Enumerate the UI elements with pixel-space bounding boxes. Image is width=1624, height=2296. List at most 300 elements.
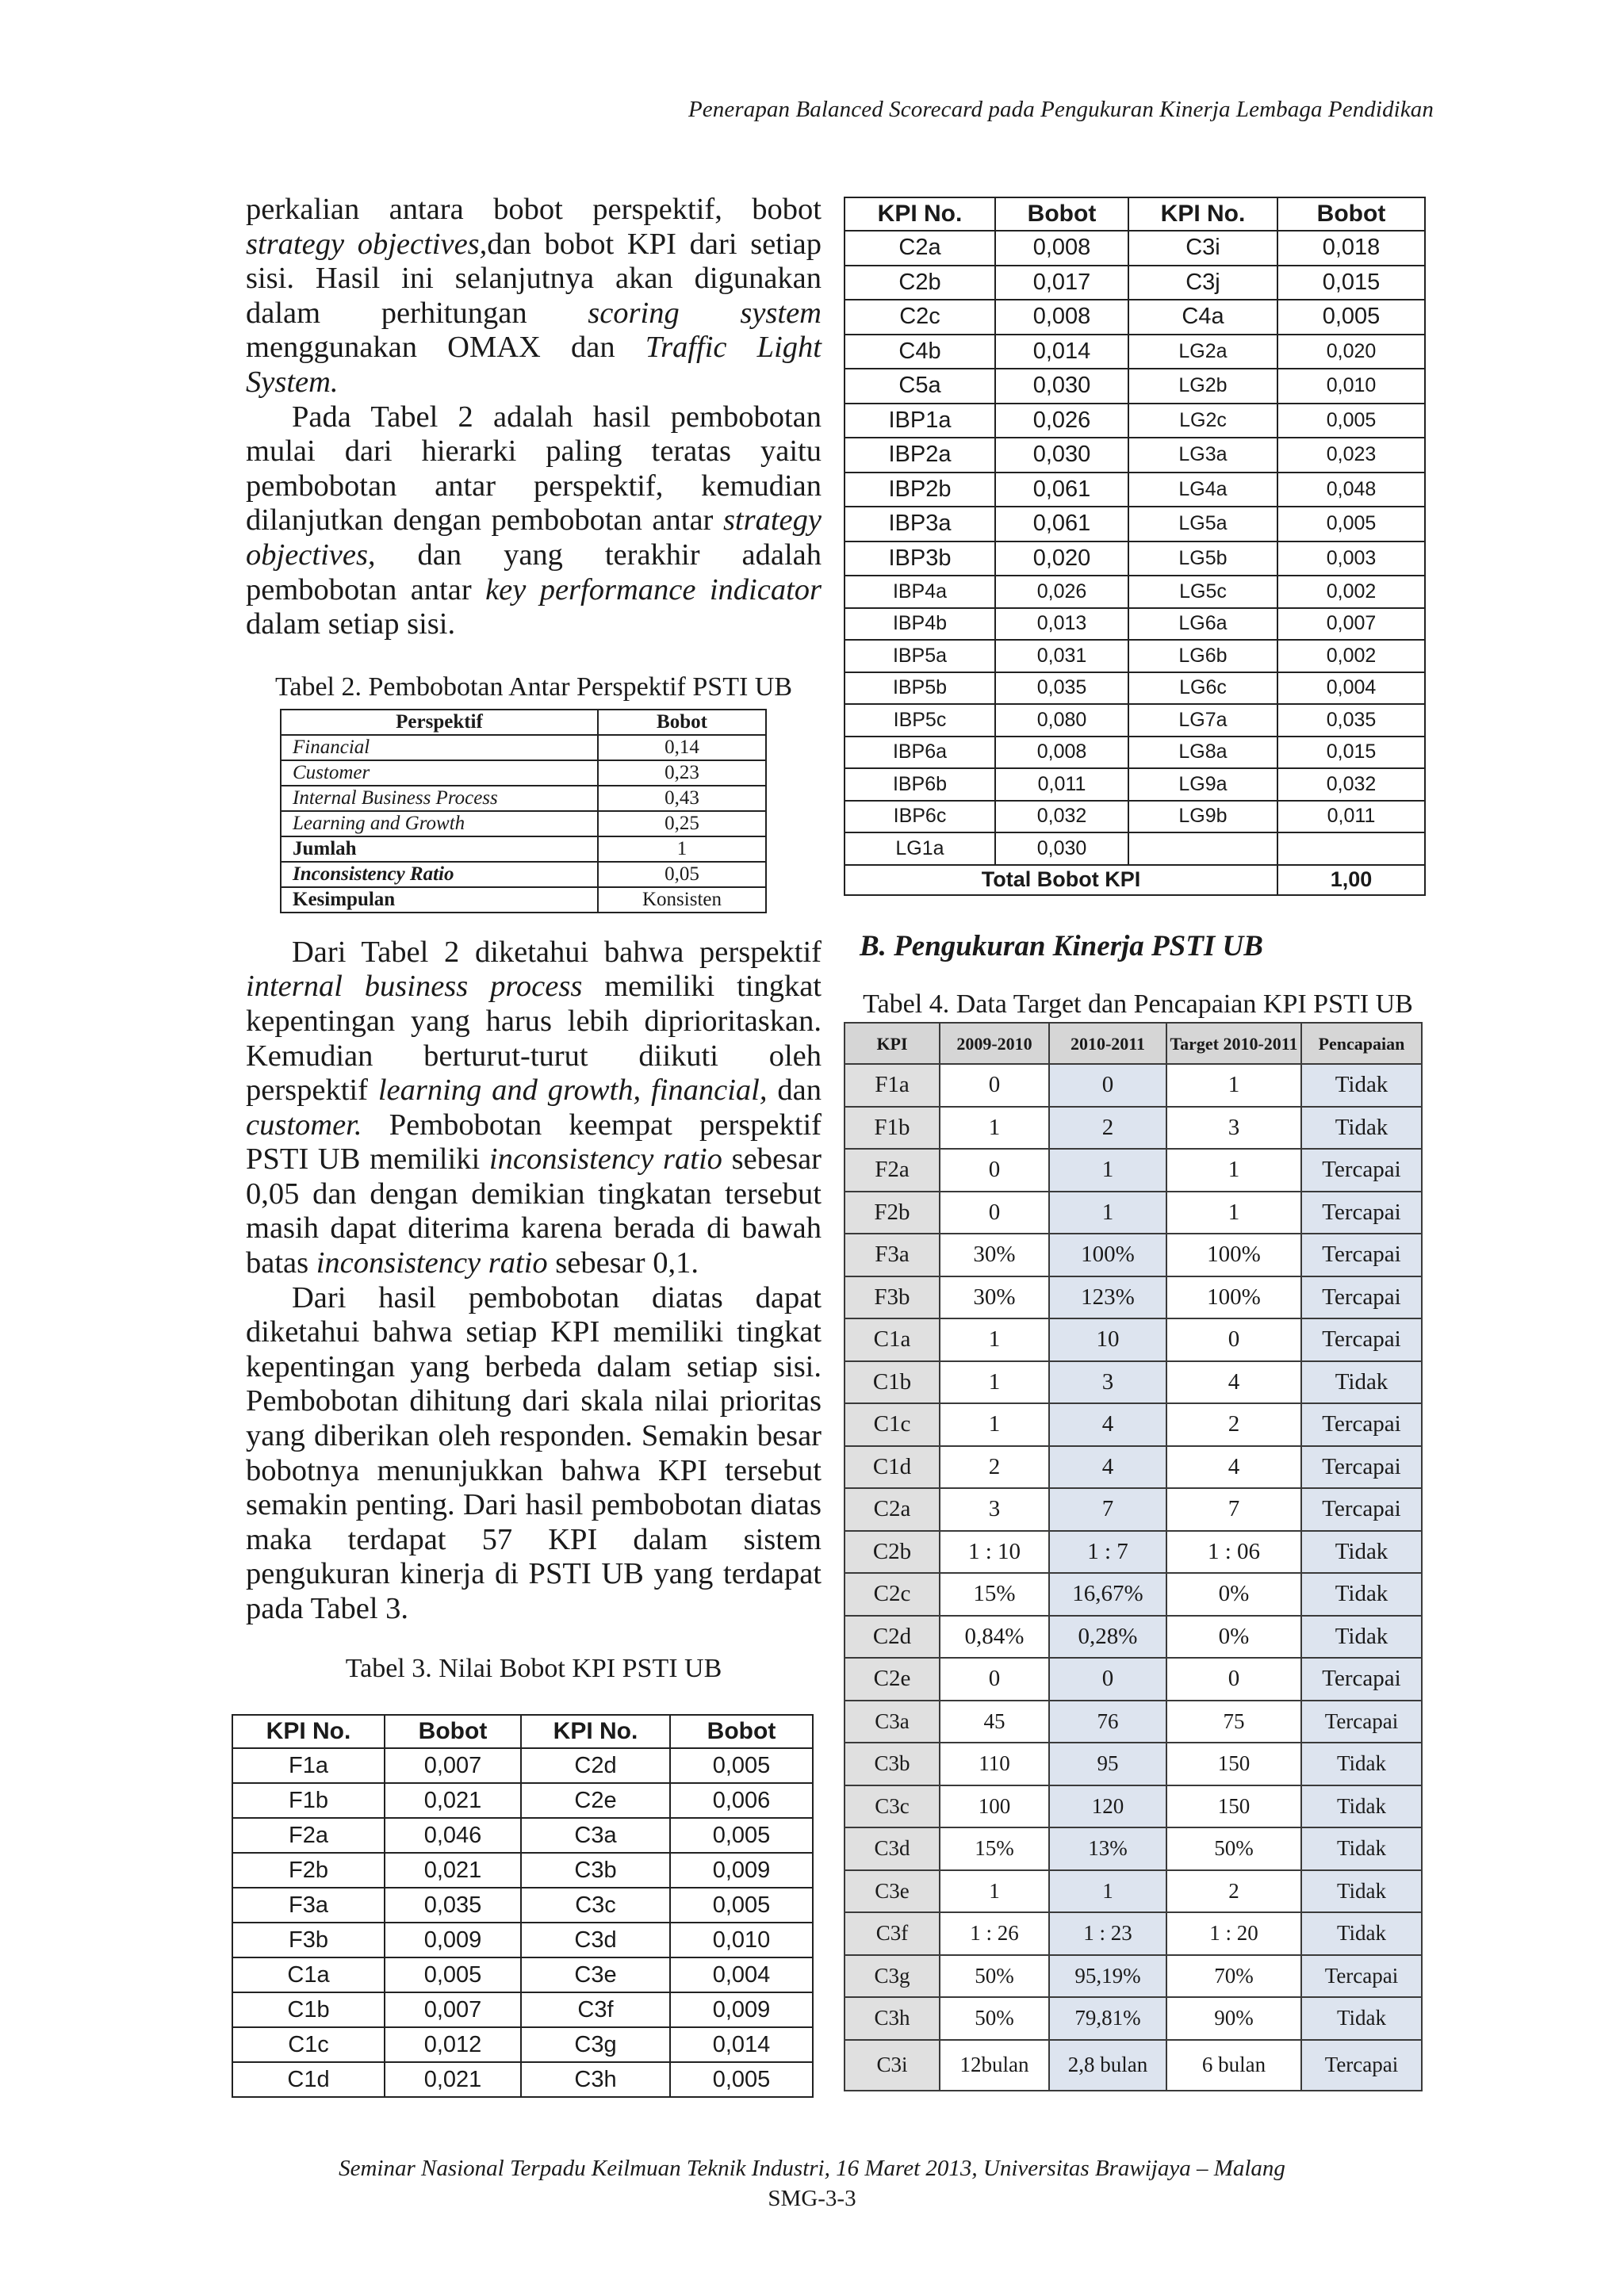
- table3-kpi-cell: IBP1a: [845, 404, 995, 438]
- table4-target-cell: 4: [1166, 1361, 1301, 1404]
- table4-kpi-cell: C2a: [845, 1488, 940, 1531]
- table4-value-2010-2011: 123%: [1049, 1276, 1166, 1319]
- table4-kpi-cell: C3g: [845, 1955, 940, 1998]
- table4-target-cell: 50%: [1166, 1827, 1301, 1870]
- table4-kpi-cell: C3d: [845, 1827, 940, 1870]
- table4-value-2009-2010: 15%: [940, 1827, 1049, 1870]
- table4-value-2010-2011: 3: [1049, 1361, 1166, 1404]
- table3-kpi-cell: LG6a: [1128, 608, 1277, 641]
- table4-kpi-cell: C2e: [845, 1658, 940, 1701]
- table4-kpi-cell: C1c: [845, 1403, 940, 1446]
- text-run: sebesar 0,05 dan dengan demikian tingkatan tersebut masih dapat diterima karena berada di bawah batas: [246, 1142, 822, 1280]
- text-run-italic: strategy objectives,: [246, 503, 822, 572]
- table4-value-2009-2010: 1: [940, 1361, 1049, 1404]
- table4-target-cell: 70%: [1166, 1955, 1301, 1998]
- table4-kpi-cell: F3a: [845, 1234, 940, 1276]
- table3-kpi-cell: IBP5c: [845, 704, 995, 737]
- table-row: [232, 1923, 813, 1957]
- table4-kpi-cell: C2b: [845, 1531, 940, 1574]
- table4-target-cell: 1 : 06: [1166, 1531, 1301, 1574]
- table4-kpi-cell: F1a: [845, 1064, 940, 1107]
- table4-kpi-cell: F2a: [845, 1149, 940, 1192]
- table4-pencapaian-cell: Tercapai: [1301, 1488, 1422, 1531]
- table3-bobot-cell: 0,021: [385, 1853, 521, 1888]
- table4-value-2009-2010: 30%: [940, 1276, 1049, 1319]
- table4-kpi-cell: C1a: [845, 1318, 940, 1361]
- table3-kpi-cell: LG1a: [845, 832, 995, 865]
- table3-bobot-cell: 0,020: [995, 541, 1128, 576]
- paragraph-4: Dari hasil pembobotan diatas dapat diketahui bahwa setiap KPI memiliki tingkat kepentingan yang berbeda dalam setiap sisi. Pembobotan dihitung dari skala nilai prioritas yang diberikan oleh responden. Semakin besar bobotnya menunjukkan bahwa KPI tersebut semakin penting. Dari hasil pembobotan diatas maka terdapat 57 KPI dalam sistem pengukuran kinerja di PSTI UB yang terdapat pada Tabel 3.: [246, 1280, 822, 1625]
- table3-kpi-cell: IBP4a: [845, 576, 995, 608]
- table-row: [845, 801, 1425, 833]
- table4-value-2009-2010: 45: [940, 1701, 1049, 1743]
- table4-target-cell: 1: [1166, 1064, 1301, 1107]
- text-run: Pembobotan keempat perspektif PSTI UB memiliki: [246, 1108, 822, 1177]
- table-row: [232, 1992, 813, 2027]
- table4-header: Target 2010-2011: [1166, 1023, 1301, 1064]
- table-row: [845, 704, 1425, 737]
- table-row: [232, 2027, 813, 2062]
- table4-value-2010-2011: 4: [1049, 1446, 1166, 1489]
- table3-kpi-cell: C1c: [232, 2027, 385, 2062]
- table3-kpi-cell: C5a: [845, 369, 995, 404]
- table3-kpi-cell: LG2c: [1128, 404, 1277, 438]
- table-row: [845, 404, 1425, 438]
- table3-bobot-cell: 0,004: [670, 1957, 813, 1992]
- table3-bobot-cell: 0,011: [1277, 801, 1425, 833]
- table-row: [845, 1064, 1422, 1107]
- table-row: [281, 862, 766, 887]
- table3-bobot-cell: 0,007: [385, 1992, 521, 2027]
- table3-header: Bobot: [1277, 197, 1425, 231]
- table4-target-cell: 6 bulan: [1166, 2040, 1301, 2091]
- table3-bobot-cell: 0,002: [1277, 640, 1425, 672]
- table4-value-2009-2010: 30%: [940, 1234, 1049, 1276]
- table4-pencapaian-cell: Tercapai: [1301, 1149, 1422, 1192]
- text-run: dan yang terakhir adalah pembobotan antar: [246, 538, 822, 607]
- table3-header: Bobot: [995, 197, 1128, 231]
- text-run: Pada Tabel 2 adalah hasil pembobotan mulai dari hierarki paling teratas yaitu pembobotan antar perspektif, kemudian dilanjutkan dengan pembobotan antar: [246, 400, 822, 538]
- table4-pencapaian-cell: Tidak: [1301, 1064, 1422, 1107]
- table3-bobot-cell: 0,048: [1277, 473, 1425, 507]
- table3-kpi-cell: IBP3a: [845, 507, 995, 541]
- table3-bobot-cell: 0,030: [995, 369, 1128, 404]
- table4-value-2010-2011: 79,81%: [1049, 1997, 1166, 2040]
- table2-value: Konsisten: [598, 887, 766, 913]
- table3-bobot-cell: 0,018: [1277, 231, 1425, 266]
- table3-header: Bobot: [385, 1715, 521, 1748]
- table3-kpi-cell: C4b: [845, 335, 995, 369]
- table-row: [845, 1785, 1422, 1828]
- table4-header: 2009-2010: [940, 1023, 1049, 1064]
- text-run: memiliki tingkat kepentingan yang harus lebih diprioritaskan. Kemudian berturut-turut diikuti oleh perspektif: [246, 970, 822, 1108]
- table3-kpi-cell: C2a: [845, 231, 995, 266]
- table3-kpi-cell: LG7a: [1128, 704, 1277, 737]
- text-run-italic: inconsistency ratio: [488, 1142, 722, 1177]
- table-row: [845, 231, 1425, 266]
- table-row: [845, 507, 1425, 541]
- section-heading: B. Pengukuran Kinerja PSTI UB: [860, 930, 1263, 962]
- table4-pencapaian-cell: Tidak: [1301, 1912, 1422, 1955]
- table4-value-2009-2010: 0,84%: [940, 1616, 1049, 1659]
- table3-bobot-cell: 0,009: [670, 1992, 813, 2027]
- table3-bobot-cell: 0,031: [995, 640, 1128, 672]
- table3-bobot-cell: 0,080: [995, 704, 1128, 737]
- table3-kpi-cell: LG2b: [1128, 369, 1277, 404]
- table4-target-cell: 90%: [1166, 1997, 1301, 2040]
- table-row: [845, 1276, 1422, 1319]
- table4-value-2010-2011: 0: [1049, 1658, 1166, 1701]
- table4-value-2009-2010: 1 : 10: [940, 1531, 1049, 1574]
- table3-bobot-cell: 0,061: [995, 507, 1128, 541]
- table3-kpi-cell: LG3a: [1128, 438, 1277, 473]
- table-row: [232, 1818, 813, 1853]
- table3-kpi-cell: [1128, 832, 1277, 865]
- table-row: [845, 737, 1425, 769]
- table4-target-cell: 100%: [1166, 1234, 1301, 1276]
- table4-kpi-cell: C3h: [845, 1997, 940, 2040]
- table3-kpi-cell: C2c: [845, 300, 995, 335]
- table4-kpi-cell: C1b: [845, 1361, 940, 1404]
- table-row: [845, 266, 1425, 300]
- table3-kpi-cell: IBP4b: [845, 608, 995, 641]
- table-row: [845, 1531, 1422, 1574]
- table3-bobot-cell: 0,007: [1277, 608, 1425, 641]
- table3-kpi-cell: F3b: [232, 1923, 385, 1957]
- table3-bobot-cell: 0,020: [1277, 335, 1425, 369]
- table3-bobot-cell: 0,030: [995, 438, 1128, 473]
- table-row: [845, 1912, 1422, 1955]
- table3-bobot-cell: 0,032: [995, 801, 1128, 833]
- table4-value-2009-2010: 0: [940, 1149, 1049, 1192]
- table3-bobot-cell: 0,003: [1277, 541, 1425, 576]
- table4-value-2010-2011: 100%: [1049, 1234, 1166, 1276]
- table4-value-2009-2010: 3: [940, 1488, 1049, 1531]
- page-footer: [0, 2153, 1624, 2214]
- running-title: Penerapan Balanced Scorecard pada Pengukuran Kinerja Lembaga Pendidikan: [688, 97, 1434, 122]
- table-row: [845, 1318, 1422, 1361]
- table-row: [845, 608, 1425, 641]
- table4-pencapaian-cell: Tercapai: [1301, 2040, 1422, 2091]
- table3-kpi-cell: LG2a: [1128, 335, 1277, 369]
- footer-page-number: SMG-3-3: [768, 2186, 856, 2211]
- table4-target-cell: 4: [1166, 1446, 1301, 1489]
- table3-kpi-cell: IBP6a: [845, 737, 995, 769]
- table-row: [845, 1234, 1422, 1276]
- table-row: [845, 1403, 1422, 1446]
- table4-value-2009-2010: 0: [940, 1192, 1049, 1234]
- table-3: [232, 1714, 814, 2098]
- table-row: [845, 672, 1425, 705]
- table4-value-2009-2010: 1: [940, 1318, 1049, 1361]
- table-row: [845, 1446, 1422, 1489]
- table3-bobot-cell: 0,005: [670, 1818, 813, 1853]
- table4-target-cell: 2: [1166, 1870, 1301, 1913]
- table3-bobot-cell: 0,014: [670, 2027, 813, 2062]
- footer-conference: Seminar Nasional Terpadu Keilmuan Teknik Industri, 16 Maret 2013, Universitas Brawijaya – Malang: [339, 2156, 1285, 2181]
- table4-pencapaian-cell: Tercapai: [1301, 1658, 1422, 1701]
- table-row: [232, 1853, 813, 1888]
- table4-value-2010-2011: 16,67%: [1049, 1573, 1166, 1616]
- table4-kpi-cell: C1d: [845, 1446, 940, 1489]
- table3-kpi-cell: C2b: [845, 266, 995, 300]
- table3-bobot-cell: 0,004: [1277, 672, 1425, 705]
- table2-label: Kesimpulan: [281, 887, 598, 913]
- table3-bobot-cell: 0,011: [995, 768, 1128, 801]
- table4-kpi-cell: F3b: [845, 1276, 940, 1319]
- table3-kpi-cell: C3h: [521, 2062, 670, 2097]
- table-row: [845, 1573, 1422, 1616]
- table3-kpi-cell: F3a: [232, 1888, 385, 1923]
- table2-value: 0,14: [598, 735, 766, 760]
- table2-value: 0,23: [598, 760, 766, 786]
- table4-target-cell: 0: [1166, 1318, 1301, 1361]
- table4-target-cell: 1: [1166, 1192, 1301, 1234]
- table-row: [845, 300, 1425, 335]
- table4-value-2010-2011: 7: [1049, 1488, 1166, 1531]
- table4-pencapaian-cell: Tercapai: [1301, 1403, 1422, 1446]
- table3-bobot-cell: 0,005: [385, 1957, 521, 1992]
- text-run: sebesar 0,1.: [547, 1246, 699, 1280]
- table3-bobot-cell: 0,023: [1277, 438, 1425, 473]
- table-row: [845, 640, 1425, 672]
- table4-target-cell: 1 : 20: [1166, 1912, 1301, 1955]
- table2-value: 1: [598, 836, 766, 862]
- table3-bobot-cell: 0,012: [385, 2027, 521, 2062]
- table2-label: Learning and Growth: [281, 811, 598, 836]
- table4-pencapaian-cell: Tercapai: [1301, 1276, 1422, 1319]
- table4-value-2009-2010: 50%: [940, 1955, 1049, 1998]
- text-run: perkalian antara bobot perspektif, bobot: [246, 193, 822, 226]
- table3-kpi-cell: C1d: [232, 2062, 385, 2097]
- text-run-italic: strategy objectives,: [246, 227, 488, 261]
- table3-kpi-cell: C3f: [521, 1992, 670, 2027]
- table4-target-cell: 1: [1166, 1149, 1301, 1192]
- table3-bobot-cell: 0,010: [1277, 369, 1425, 404]
- table4-kpi-cell: F2b: [845, 1192, 940, 1234]
- table4-value-2009-2010: 0: [940, 1658, 1049, 1701]
- table4-header: KPI: [845, 1023, 940, 1064]
- table3-bobot-cell: 0,010: [670, 1923, 813, 1957]
- table3-kpi-cell: C3g: [521, 2027, 670, 2062]
- table4-pencapaian-cell: Tidak: [1301, 1785, 1422, 1828]
- table-2: [280, 709, 767, 913]
- table3-bobot-cell: 0,026: [995, 576, 1128, 608]
- table3-kpi-cell: F2a: [232, 1818, 385, 1853]
- table4-value-2009-2010: 1: [940, 1403, 1049, 1446]
- table3-kpi-cell: F1b: [232, 1783, 385, 1818]
- table3-kpi-cell: F2b: [232, 1853, 385, 1888]
- table3-bobot-cell: 0,008: [995, 737, 1128, 769]
- table3-bobot-cell: 0,035: [385, 1888, 521, 1923]
- table3-bobot-cell: 0,002: [1277, 576, 1425, 608]
- table4-value-2010-2011: 4: [1049, 1403, 1166, 1446]
- table-row: [232, 1783, 813, 1818]
- table4-kpi-cell: C3c: [845, 1785, 940, 1828]
- table3-kpi-cell: LG5c: [1128, 576, 1277, 608]
- text-run: Dari Tabel 2 diketahui bahwa perspektif: [292, 935, 822, 969]
- table4-value-2010-2011: 95,19%: [1049, 1955, 1166, 1998]
- table3-kpi-cell: C2e: [521, 1783, 670, 1818]
- table-row: [281, 887, 766, 913]
- table-row: [232, 1957, 813, 1992]
- table-row: [845, 1870, 1422, 1913]
- table4-pencapaian-cell: Tidak: [1301, 1361, 1422, 1404]
- table3-kpi-cell: LG6c: [1128, 672, 1277, 705]
- table3-bobot-cell: 0,035: [995, 672, 1128, 705]
- table3-kpi-cell: C3j: [1128, 266, 1277, 300]
- table-row: [845, 1192, 1422, 1234]
- table3-bobot-cell: 0,005: [670, 2062, 813, 2097]
- table3-kpi-cell: C3e: [521, 1957, 670, 1992]
- table4-value-2009-2010: 100: [940, 1785, 1049, 1828]
- table3-bobot-cell: 0,026: [995, 404, 1128, 438]
- table-row: [232, 2062, 813, 2097]
- table4-value-2010-2011: 1: [1049, 1870, 1166, 1913]
- table3-kpi-cell: IBP6c: [845, 801, 995, 833]
- table3-kpi-cell: C3a: [521, 1818, 670, 1853]
- table2-value: 0,43: [598, 786, 766, 811]
- table3-bobot-cell: 0,005: [670, 1748, 813, 1783]
- table3-bobot-cell: 0,046: [385, 1818, 521, 1853]
- table3-caption: Tabel 3. Nilai Bobot KPI PSTI UB: [345, 1653, 722, 1683]
- table3-kpi-cell: IBP2a: [845, 438, 995, 473]
- table-row: [845, 1955, 1422, 1998]
- table-row: [845, 1701, 1422, 1743]
- table3-kpi-cell: C1a: [232, 1957, 385, 1992]
- table4-kpi-cell: F1b: [845, 1107, 940, 1150]
- table4-kpi-cell: C2c: [845, 1573, 940, 1616]
- table-row: [845, 1488, 1422, 1531]
- table4-value-2009-2010: 110: [940, 1743, 1049, 1785]
- table3-header: KPI No.: [521, 1715, 670, 1748]
- table3-bobot-cell: 0,061: [995, 473, 1128, 507]
- table-row: [845, 1827, 1422, 1870]
- text-run: menggunakan OMAX dan: [246, 331, 645, 365]
- table3-header: KPI No.: [845, 197, 995, 231]
- table3-kpi-cell: F1a: [232, 1748, 385, 1783]
- table4-pencapaian-cell: Tercapai: [1301, 1234, 1422, 1276]
- table-row: [232, 1748, 813, 1783]
- table3-bobot-cell: 0,021: [385, 2062, 521, 2097]
- table-row: [845, 1149, 1422, 1192]
- table4-value-2009-2010: 0: [940, 1064, 1049, 1107]
- table3-bobot-cell: 0,008: [995, 231, 1128, 266]
- table2-value: 0,05: [598, 862, 766, 887]
- table4-pencapaian-cell: Tercapai: [1301, 1318, 1422, 1361]
- table3-bobot-cell: 0,009: [385, 1923, 521, 1957]
- table4-value-2010-2011: 2,8 bulan: [1049, 2040, 1166, 2091]
- table4-value-2010-2011: 1: [1049, 1149, 1166, 1192]
- table3-kpi-cell: LG5a: [1128, 507, 1277, 541]
- table3-kpi-cell: IBP5a: [845, 640, 995, 672]
- table3-bobot-cell: 0,008: [995, 300, 1128, 335]
- text-run: dan: [767, 1073, 822, 1108]
- table2-label: Customer: [281, 760, 598, 786]
- total-bobot-label: Total Bobot KPI: [845, 865, 1277, 895]
- table-3-continued: [844, 197, 1426, 896]
- table-row: [845, 768, 1425, 801]
- table4-pencapaian-cell: Tidak: [1301, 1997, 1422, 2040]
- table-row: [845, 1658, 1422, 1701]
- table-row: [845, 438, 1425, 473]
- table2-label: Internal Business Process: [281, 786, 598, 811]
- table-row: [845, 369, 1425, 404]
- table2-header: Perspektif: [281, 710, 598, 735]
- text-run: dan bobot KPI dari setiap sisi. Hasil ini selanjutnya akan digunakan dalam perhitungan: [246, 227, 822, 330]
- table4-value-2009-2010: 1: [940, 1107, 1049, 1150]
- table2-label: Financial: [281, 735, 598, 760]
- table4-value-2009-2010: 1: [940, 1870, 1049, 1913]
- table4-pencapaian-cell: Tidak: [1301, 1531, 1422, 1574]
- table-row: [845, 335, 1425, 369]
- total-bobot-value: 1,00: [1277, 865, 1425, 895]
- table3-kpi-cell: C3b: [521, 1853, 670, 1888]
- table4-value-2010-2011: 95: [1049, 1743, 1166, 1785]
- table3-kpi-cell: C3i: [1128, 231, 1277, 266]
- table-row: [845, 1997, 1422, 2040]
- table4-value-2010-2011: 76: [1049, 1701, 1166, 1743]
- table4-value-2009-2010: 50%: [940, 1997, 1049, 2040]
- table2-label: Jumlah: [281, 836, 598, 862]
- table3-kpi-cell: C3c: [521, 1888, 670, 1923]
- table-row: [281, 735, 766, 760]
- table-row: [845, 1616, 1422, 1659]
- table4-pencapaian-cell: Tidak: [1301, 1743, 1422, 1785]
- table2-value: 0,25: [598, 811, 766, 836]
- table3-kpi-cell: IBP6b: [845, 768, 995, 801]
- text-run: dalam setiap sisi.: [246, 607, 456, 641]
- table-row: [281, 811, 766, 836]
- paragraph-1: [246, 193, 822, 400]
- table-row: [845, 1743, 1422, 1785]
- table-row: [845, 1361, 1422, 1404]
- table4-caption: Tabel 4. Data Target dan Pencapaian KPI PSTI UB: [863, 989, 1413, 1019]
- text-run-italic: internal business process: [246, 970, 583, 1004]
- table-row: [845, 473, 1425, 507]
- table4-target-cell: 3: [1166, 1107, 1301, 1150]
- table4-target-cell: 0%: [1166, 1573, 1301, 1616]
- table4-value-2010-2011: 0,28%: [1049, 1616, 1166, 1659]
- table3-kpi-cell: C1b: [232, 1992, 385, 2027]
- table3-bobot-cell: 0,005: [1277, 300, 1425, 335]
- table3-bobot-cell: 0,009: [670, 1853, 813, 1888]
- left-column: [246, 193, 822, 1684]
- table4-kpi-cell: C3f: [845, 1912, 940, 1955]
- table-row: [281, 786, 766, 811]
- paragraph-3: [246, 936, 822, 1281]
- table3-kpi-cell: LG4a: [1128, 473, 1277, 507]
- table4-header: Pencapaian: [1301, 1023, 1422, 1064]
- table4-target-cell: 0: [1166, 1658, 1301, 1701]
- table3-kpi-cell: C2d: [521, 1748, 670, 1783]
- table-4: [844, 1022, 1423, 2091]
- text-run-italic: scoring system: [588, 296, 822, 330]
- table3-kpi-cell: C3d: [521, 1923, 670, 1957]
- table3-header: KPI No.: [232, 1715, 385, 1748]
- text-run-italic: inconsistency ratio: [316, 1246, 548, 1280]
- table4-target-cell: 75: [1166, 1701, 1301, 1743]
- table3-bobot-cell: 0,005: [670, 1888, 813, 1923]
- table3-bobot-cell: 0,005: [1277, 507, 1425, 541]
- table3-kpi-cell: LG5b: [1128, 541, 1277, 576]
- table4-kpi-cell: C3i: [845, 2040, 940, 2091]
- text-run-italic: learning and growth, financial,: [377, 1073, 768, 1108]
- table3-bobot-cell: 0,007: [385, 1748, 521, 1783]
- table-row: [281, 836, 766, 862]
- table3-bobot-cell: 0,015: [1277, 266, 1425, 300]
- table-row: [845, 541, 1425, 576]
